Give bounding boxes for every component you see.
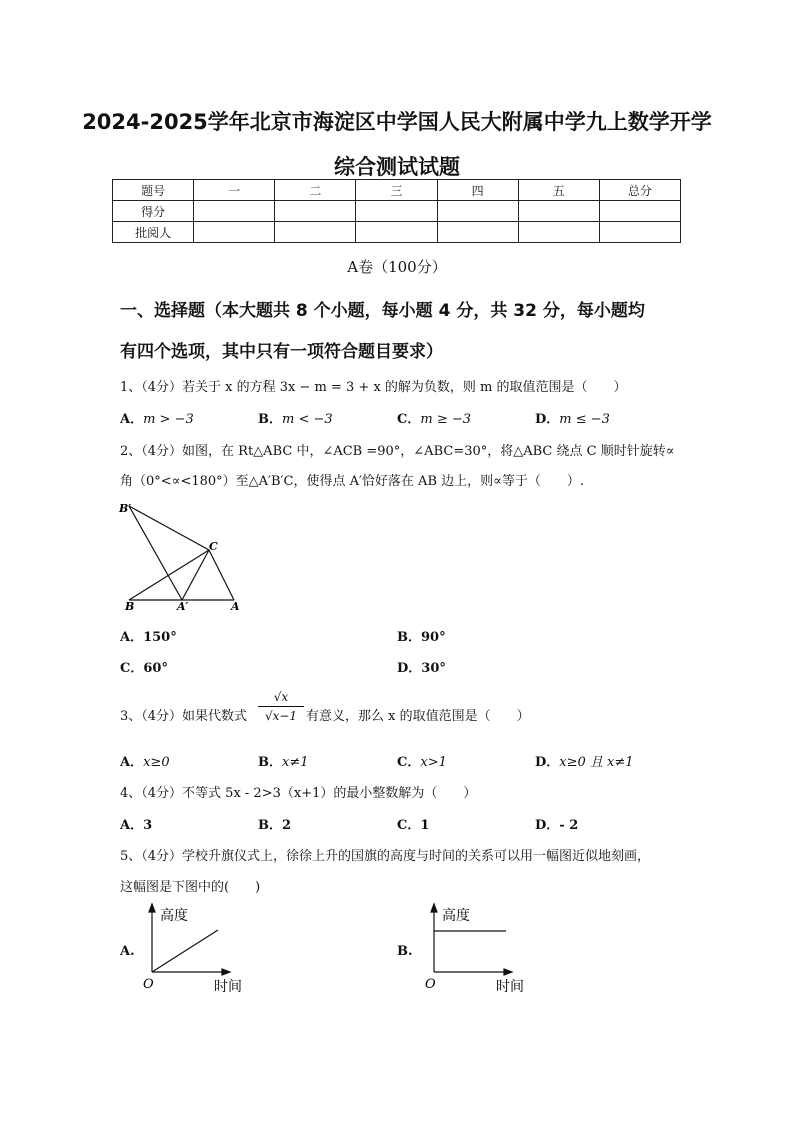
option-text: 60° — [143, 661, 168, 676]
option-text: m ≤ −3 — [559, 412, 610, 427]
question-3-stem-suffix: 有意义，那么 x 的取值范围是（ ） — [306, 709, 530, 724]
graph-a-xlabel: 时间 — [214, 979, 242, 995]
section-heading-line1: 一、选择题（本大题共 8 个小题，每小题 4 分，共 32 分，每小题均 — [120, 301, 645, 321]
exam-title-line2: 综合测试试题 — [334, 155, 460, 179]
graph-b-origin: O — [425, 977, 436, 992]
question-5-stem-line2: 这幅图是下图中的( ) — [120, 880, 261, 895]
q3-option-a — [120, 751, 170, 770]
option-text: 1 — [420, 818, 430, 833]
score-header-cell: 五 — [518, 180, 599, 201]
option-text: m > −3 — [143, 412, 194, 427]
q3-fraction-denominator: √x−1 — [264, 709, 298, 723]
q2-option-a — [120, 626, 177, 645]
label-b: B — [125, 600, 135, 613]
score-cell — [275, 222, 356, 243]
y-axis-arrow — [149, 904, 155, 912]
option-label: C． — [397, 755, 421, 770]
q1-option-d — [535, 408, 610, 427]
option-label: D． — [535, 412, 560, 427]
q2-option-d — [397, 657, 446, 676]
option-text: 150° — [143, 630, 177, 645]
score-header-cell: 一 — [194, 180, 275, 201]
option-label: A． — [120, 630, 144, 645]
score-row-label: 得分 — [113, 201, 194, 222]
score-cell — [194, 201, 275, 222]
score-cell — [437, 222, 518, 243]
option-text: x>1 — [420, 755, 447, 770]
score-cell — [518, 222, 599, 243]
label-c: C — [209, 540, 218, 553]
option-text: x≥0 — [143, 755, 170, 770]
segment-a-prime-c — [182, 550, 209, 600]
exam-title-line1: 2024-2025学年北京市海淀区中学国人民大附属中学九上数学开学 — [82, 110, 712, 134]
option-text: - 2 — [559, 818, 579, 833]
q3-option-b — [258, 751, 309, 770]
option-text: x≠1 — [282, 755, 309, 770]
label-a-prime: A′ — [177, 600, 189, 613]
score-header-cell: 总分 — [599, 180, 680, 201]
option-label: C． — [120, 661, 144, 676]
option-text: x≥0 且 x≠1 — [559, 755, 634, 770]
score-cell — [518, 201, 599, 222]
label-a: A — [231, 600, 240, 613]
score-header-cell: 题号 — [113, 180, 194, 201]
question-5-stem-line1: 5、（4分）学校升旗仪式上，徐徐上升的国旗的高度与时间的关系可以用一幅图近似地刻画， — [120, 849, 651, 864]
x-axis-arrow — [222, 969, 230, 975]
q3-fraction-numerator: √x — [258, 690, 304, 707]
q5-option-a-label: A. — [120, 944, 135, 959]
label-b-prime: B′ — [119, 502, 132, 515]
option-text: 90° — [421, 630, 446, 645]
q4-option-c — [397, 814, 429, 833]
q4-option-d — [535, 814, 578, 833]
graph-b-ylabel: 高度 — [442, 908, 470, 924]
score-cell — [356, 222, 437, 243]
score-header-cell: 三 — [356, 180, 437, 201]
option-label: B． — [258, 755, 282, 770]
graph-a-ylabel: 高度 — [160, 908, 188, 924]
section-heading-line2: 有四个选项，其中只有一项符合题目要求） — [120, 342, 443, 362]
paper-part-heading: A卷（100分） — [347, 258, 447, 276]
option-label: D． — [397, 661, 422, 676]
score-cell — [356, 201, 437, 222]
option-label: A． — [120, 818, 144, 833]
segment-c-a — [209, 550, 234, 600]
score-row-label: 批阅人 — [113, 222, 194, 243]
height-line-rising — [152, 930, 218, 972]
q5-option-b-label: B. — [397, 944, 413, 959]
option-label: B． — [397, 630, 421, 645]
q5-graph-a — [138, 900, 263, 1000]
question-4-stem: 4、（4分）不等式 5x - 2>3（x+1）的最小整数解为（ ） — [120, 786, 477, 801]
score-table — [112, 179, 681, 243]
score-cell — [194, 222, 275, 243]
question-3-stem-prefix: 3、（4分）如果代数式 — [120, 709, 248, 724]
q3-option-d — [535, 751, 634, 770]
q1-option-c — [397, 408, 471, 427]
score-header-cell: 四 — [437, 180, 518, 201]
option-text: 2 — [282, 818, 292, 833]
score-cell — [437, 201, 518, 222]
y-axis-arrow — [431, 904, 437, 912]
q4-option-a — [120, 814, 152, 833]
q3-fraction — [258, 690, 304, 723]
q1-option-a — [120, 408, 194, 427]
question-2-stem-line1: 2、（4分）如图，在 Rt△ABC 中，∠ACB =90°，∠ABC=30°，将△ABC 绕点 C 顺时针旋转∝ — [120, 444, 675, 459]
question-1-stem: 1、（4分）若关于 x 的方程 3x − m = 3 + x 的解为负数，则 m 的取值范围是（ ） — [120, 380, 627, 395]
option-text: m < −3 — [282, 412, 333, 427]
option-label: C． — [397, 412, 421, 427]
score-cell — [599, 222, 680, 243]
score-table-row — [113, 222, 681, 243]
q2-option-c — [120, 657, 168, 676]
q5-graph-b — [420, 900, 545, 1000]
score-table-header-row — [113, 180, 681, 201]
option-label: A． — [120, 412, 144, 427]
q4-option-b — [258, 814, 291, 833]
option-text: m ≥ −3 — [420, 412, 472, 427]
option-label: D． — [535, 818, 560, 833]
graph-b-xlabel: 时间 — [496, 979, 524, 995]
option-label: A． — [120, 755, 144, 770]
q3-option-c — [397, 751, 447, 770]
option-text: 3 — [143, 818, 153, 833]
question-2-stem-line2: 角（0°<∝<180°）至△A′B′C，使得点 A′恰好落在 AB 边上，则∝等于（ ）. — [120, 474, 585, 489]
option-label: B． — [258, 412, 282, 427]
option-label: C． — [397, 818, 421, 833]
option-label: D． — [535, 755, 560, 770]
option-text: 30° — [421, 661, 446, 676]
score-header-cell: 二 — [275, 180, 356, 201]
score-cell — [599, 201, 680, 222]
graph-a-origin: O — [143, 977, 154, 992]
option-label: B． — [258, 818, 282, 833]
score-table-row — [113, 201, 681, 222]
q2-triangle-figure — [112, 498, 252, 616]
score-cell — [275, 201, 356, 222]
q1-option-b — [258, 408, 333, 427]
q2-option-b — [397, 626, 446, 645]
x-axis-arrow — [504, 969, 512, 975]
segment-b-c — [129, 550, 209, 600]
